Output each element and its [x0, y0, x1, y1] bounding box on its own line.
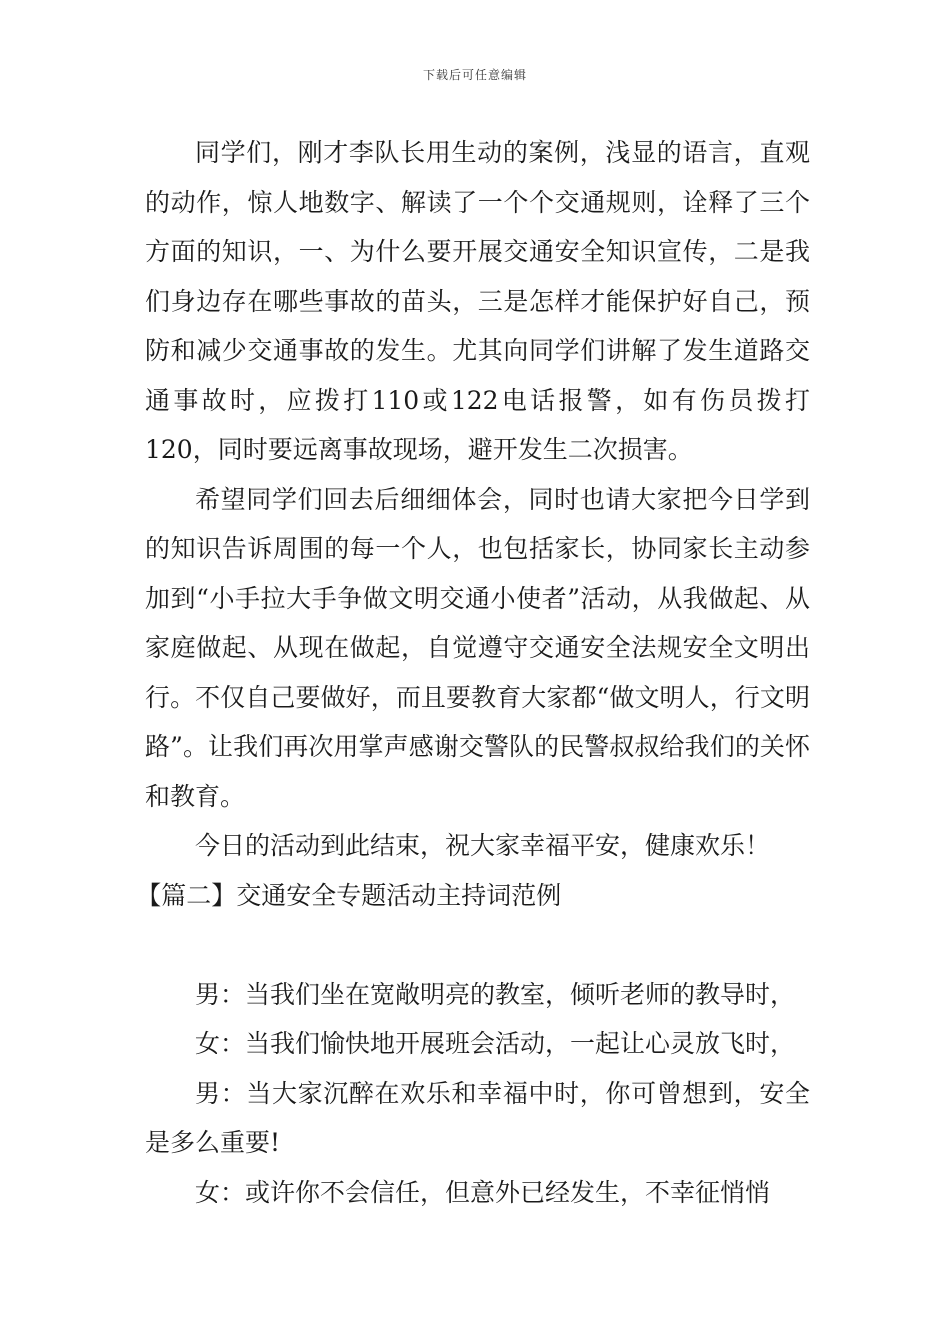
- paragraph-3: 今日的活动到此结束，祝大家幸福平安，健康欢乐！: [195, 831, 771, 860]
- header-note: 下载后可任意编辑: [422, 68, 527, 82]
- paragraph-1: 同学们，刚才李队长用生动的案例，浅显的语言，直观的动作，惊人地数字、解读了一个个交通规则，诠释了三个方面的知识，一、为什么要开展交通安全知识宣传，二是我们身边存在哪些事故的苗头，三是怎样才能保护好自己，预防和减少交通事故的发生。尤其向同学们讲解了发生道路交通事故时，应拨打110或122电话报警，如有伤员拨打120，同时要远离事故现场，避开发生二次损害。: [145, 138, 810, 464]
- paragraph-2: 希望同学们回去后细细体会，同时也请大家把今日学到的知识告诉周围的每一个人，也包括家长，协同家长主动参加到“小手拉大手争做文明交通小使者”活动，从我做起、从家庭做起、从现在做起，自觉遵守交通安全法规安全文明出行。不仅自己要做好，而且要教育大家都“做文明人，行文明路”。让我们再次用掌声感谢交警队的民警叔叔给我们的关怀和教育。: [145, 484, 810, 811]
- dialogue-line-1: 男：当我们坐在宽敞明亮的教室，倾听老师的教导时，: [195, 979, 796, 1009]
- dialogue-line-3: 男：当大家沉醉在欢乐和幸福中时，你可曾想到，安全是多么重要!: [145, 1078, 810, 1157]
- document-body: [136, 128, 810, 1217]
- section-heading: 【篇二】交通安全专题活动主持词范例: [136, 880, 562, 910]
- dialogue-line-2: 女：当我们愉快地开展班会活动，一起让心灵放飞时，: [195, 1029, 796, 1058]
- dialogue-line-4: 女：或许你不会信任，但意外已经发生，不幸征悄悄: [195, 1177, 771, 1207]
- blank-line: [145, 920, 810, 970]
